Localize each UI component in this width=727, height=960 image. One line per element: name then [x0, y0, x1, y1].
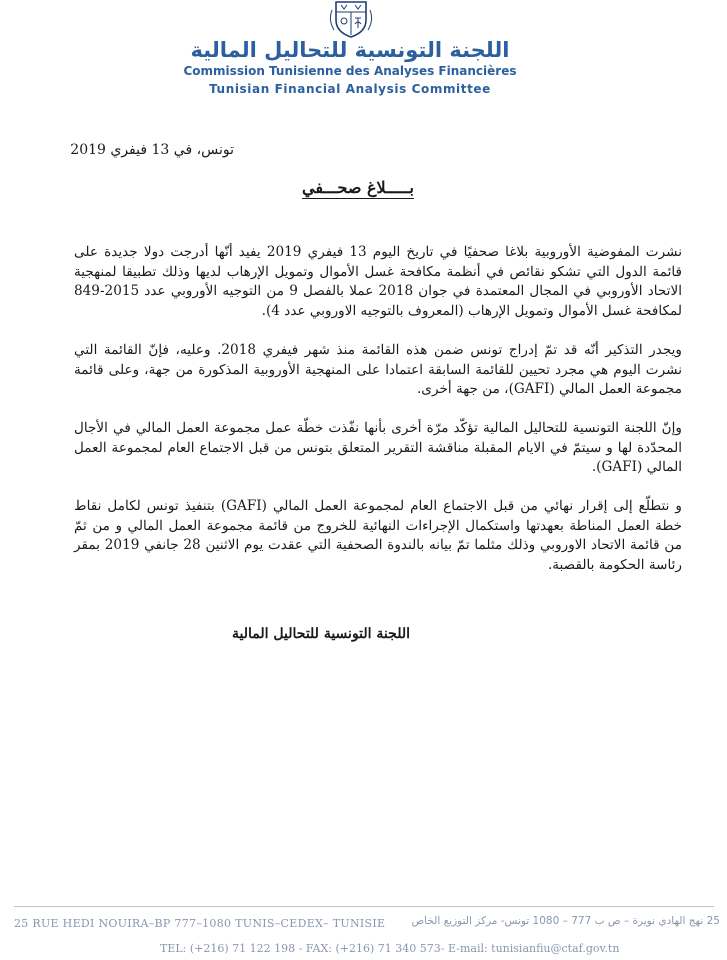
coat-of-arms-icon: [328, 0, 374, 38]
paragraph-1: نشرت المفوضية الأوروبية بلاغا صحفيًا في تاريخ اليوم 13 فيفري 2019 يفيد أنّها أدرجت دولا جديدة على قائمة الدول التي تشكو نقائص في أنظمة مكافحة غسل الأموال وتمويل الإرهاب لديها وذلك تطبيقا لمنهجية الاتحاد الأوروبي في المجال المعتمدة في جوان 2018 عملا بالفصل 9 من التوجيه الأوروبي عدد 2015-849 لمكافحة غسل الأموال وتمويل الإرهاب (المعروف بالتوجيه الاوروبي عدد 4).: [74, 244, 682, 319]
signature-block: اللجنة التونسية للتحاليل المالية: [232, 626, 410, 642]
org-name-arabic: اللجنة التونسية للتحاليل المالية: [190, 38, 510, 62]
footer-address-french: 25 RUE HEDI NOUIRA–BP 777–1080 TUNIS–CEDEX– TUNISIE: [14, 917, 386, 930]
paragraph-4: و نتطلّع إلى إقرار نهائي من قبل الاجتماع العام لمجموعة العمل المالي (GAFI) بتنفيذ تونس لكامل نقاط خطة العمل المناطة بعهدتها واستكمال الإجراءات النهائية للخروج من قائمة مجموعة العمل المالي و من ثمّ من قائمة الاتحاد الاوروبي وذلك مثلما تمّ بيانه بالندوة الصحفية التي عقدت يوم الاثنين 28 جانفي 2019 بمقر رئاسة الحكومة بالقصبة.: [74, 498, 682, 573]
paragraph-3: وإنّ اللجنة التونسية للتحاليل المالية تؤكّد مرّة أخرى بأنها نفّذت خطّة عمل مجموعة العمل المالي في الأجال المحدّدة لها و سيتمّ في الايام المقبلة مناقشة التقرير المتعلق بتونس من قبل الاجتماع العام لمجموعة العمل المالي (GAFI).: [74, 420, 682, 475]
press-release-title: بـــــلاغ صحـــفي: [302, 178, 414, 197]
org-name-english: Tunisian Financial Analysis Committee: [209, 82, 491, 96]
paragraph-2: ويجدر التذكير أنّه قد تمّ إدراج تونس ضمن هذه القائمة منذ شهر فيفري 2018. وعليه، فإنّ القائمة التي نشرت اليوم هي مجرد تحيين للقائمة السابقة اعتمادا على المنهجية الأوروبية المذكورة من جهة، وعلى قائمة مجموعة العمل المالي (GAFI)، من جهة أخرى.: [74, 342, 682, 397]
footer-divider: [14, 906, 714, 907]
document-date: تونس، في 13 فيفري 2019: [70, 142, 234, 158]
footer-contact-info: TEL: (+216) 71 122 198 - FAX: (+216) 71 340 573- E-mail: tunisianfiu@ctaf.gov.tn: [160, 942, 620, 955]
footer-address-arabic: 25 نهج الهادي نويرة – ص ب 777 – 1080 تونس- مركز التوزيع الخاص: [411, 915, 720, 927]
org-name-french: Commission Tunisienne des Analyses Financières: [183, 64, 517, 78]
